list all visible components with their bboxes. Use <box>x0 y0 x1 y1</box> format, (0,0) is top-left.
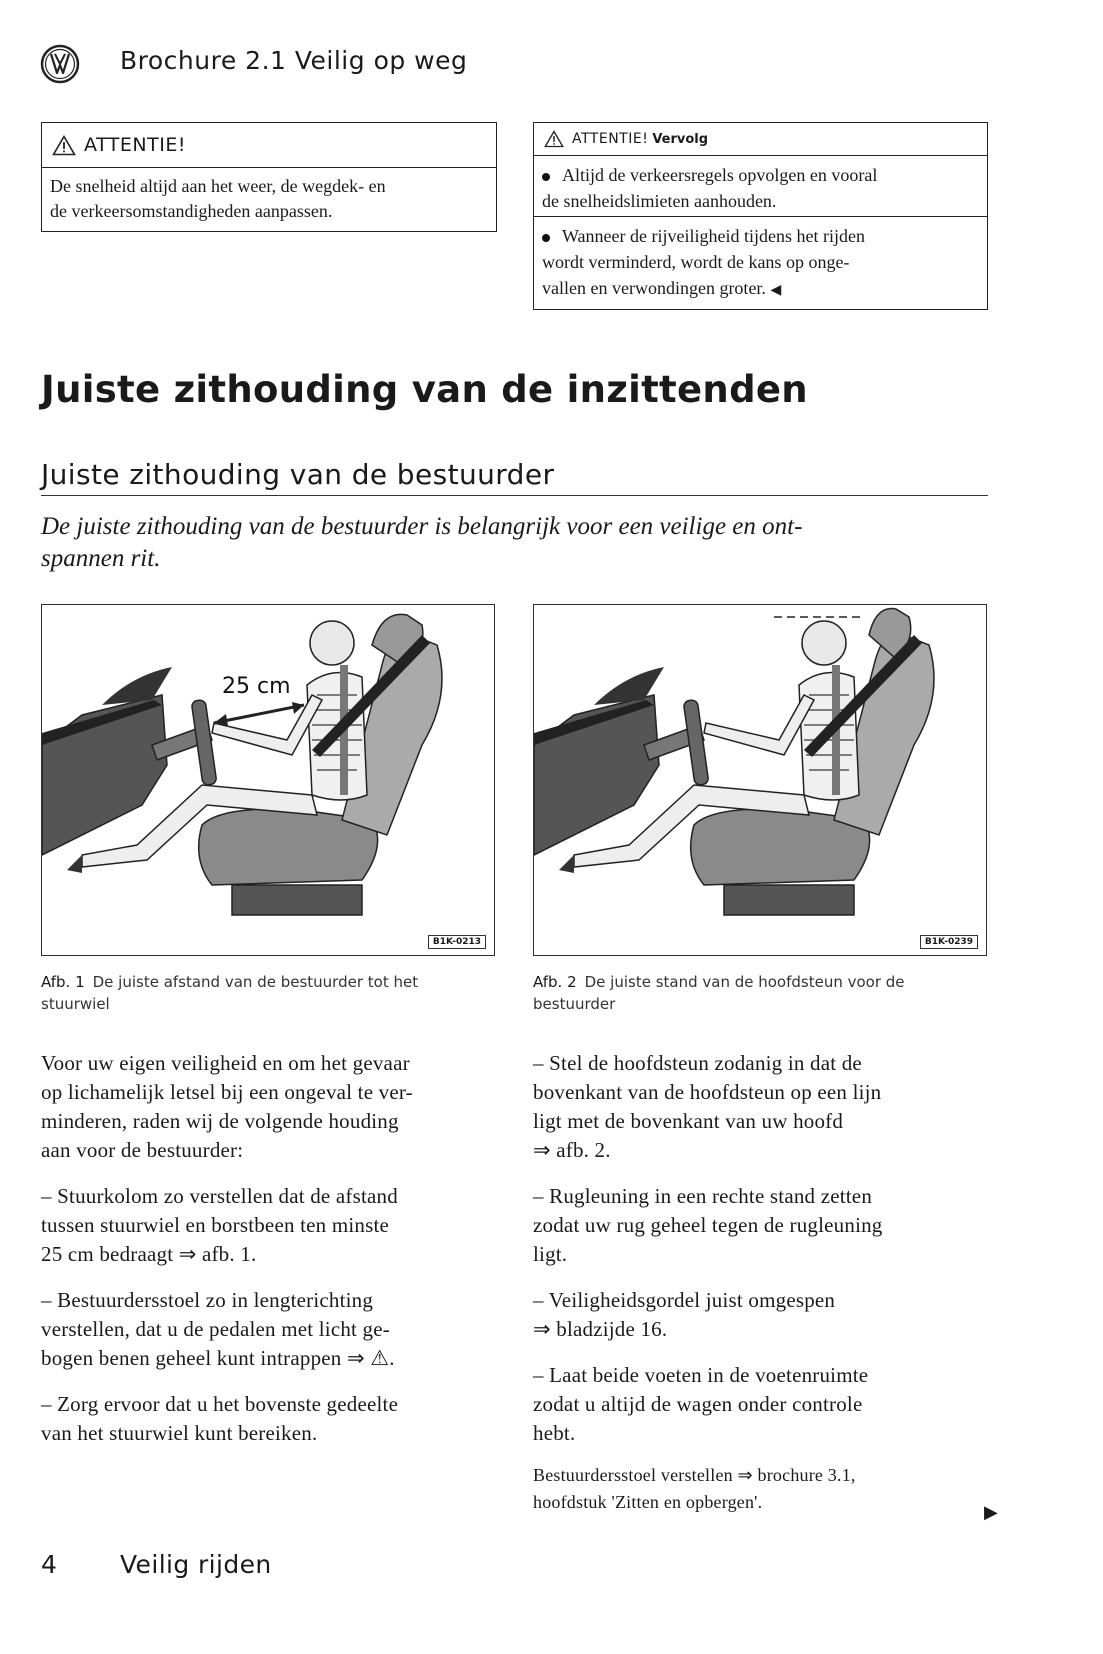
figure-driver-distance <box>41 604 495 956</box>
text-line: aan voor de bestuurder: <box>41 1138 244 1162</box>
instruction-item <box>533 1182 988 1269</box>
bullet-text: Altijd de verkeersregels opvolgen en vooral <box>562 165 878 185</box>
bullet-dot <box>542 173 550 181</box>
page-number: 4 <box>41 1550 57 1579</box>
caption-text: De juiste afstand van de bestuurder tot het stuurwiel <box>41 973 419 1013</box>
warning-text <box>42 168 496 224</box>
continue-marker-icon: ▶ <box>984 1502 998 1522</box>
figure-headrest-position <box>533 604 987 956</box>
instruction-item <box>533 1049 988 1165</box>
left-column <box>41 1049 503 1448</box>
text-line: – Bestuurdersstoel zo in lengterichting <box>41 1288 374 1312</box>
warning-triangle-icon <box>544 130 564 148</box>
instruction-item <box>533 1286 988 1344</box>
text-line: bogen benen geheel kunt intrappen ⇒ ⚠. <box>41 1346 395 1370</box>
caption-text: De juiste stand van de hoofdsteun voor de bestuurder <box>533 973 905 1013</box>
text-line: zodat u altijd de wagen onder controle <box>533 1392 863 1416</box>
instruction-item <box>41 1390 503 1448</box>
warning-line: De snelheid altijd aan het weer, de wegdek- en <box>50 176 386 196</box>
intro-text <box>41 511 941 575</box>
driver-seating-illustration <box>42 605 494 955</box>
bullet-text: Wanneer de rijveiligheid tijdens het rijden <box>562 226 865 246</box>
warning-title: ATTENTIE! <box>84 134 186 156</box>
text-line: van het stuurwiel kunt bereiken. <box>41 1421 318 1445</box>
text-line: hoofdstuk 'Zitten en opbergen'. <box>533 1492 763 1512</box>
subsection-heading: Juiste zithouding van de bestuurder <box>41 458 555 491</box>
text-line: ⇒ afb. 2. <box>533 1138 611 1162</box>
figure-code: B1K-0213 <box>428 935 486 949</box>
figure-code: B1K-0239 <box>920 935 978 949</box>
footer-section-title: Veilig rijden <box>120 1550 272 1579</box>
text-line: tussen stuurwiel en borstbeen ten minste <box>41 1213 390 1237</box>
warning-bullet <box>534 156 987 216</box>
text-line: Voor uw eigen veiligheid en om het gevaar <box>41 1051 410 1075</box>
text-line: op lichamelijk letsel bij een ongeval te ver- <box>41 1080 413 1104</box>
text-line: minderen, raden wij de volgende houding <box>41 1109 399 1133</box>
intro-line: spannen rit. <box>41 545 161 572</box>
text-line: – Veiligheidsgordel juist omgespen <box>533 1288 836 1312</box>
divider <box>41 495 988 496</box>
text-line: verstellen, dat u de pedalen met licht ge- <box>41 1317 390 1341</box>
text-line: bovenkant van de hoofdsteun op een lijn <box>533 1080 882 1104</box>
text-line: hebt. <box>533 1421 576 1445</box>
figure-label: Afb. 1 <box>41 973 85 991</box>
text-line: ligt met de bovenkant van uw hoofd <box>533 1109 844 1133</box>
figure-caption <box>41 971 491 1015</box>
warning-continued-label: Vervolg <box>652 131 709 147</box>
headrest-illustration <box>534 605 986 955</box>
text-line: Bestuurdersstoel verstellen ⇒ brochure 3.1, <box>533 1465 856 1485</box>
instruction-item <box>41 1182 503 1269</box>
bullet-text: wordt verminderd, wordt de kans op onge- <box>542 252 850 272</box>
text-line: 25 cm bedraagt ⇒ afb. 1. <box>41 1242 257 1266</box>
figure-caption <box>533 971 983 1015</box>
distance-label: 25 cm <box>222 674 291 699</box>
text-line: zodat uw rug geheel tegen de rugleuning <box>533 1213 883 1237</box>
text-line: – Stuurkolom zo verstellen dat de afstand <box>41 1184 398 1208</box>
instruction-item <box>41 1286 503 1373</box>
warning-box-continued <box>533 122 988 310</box>
end-marker-icon: ◀ <box>770 283 782 298</box>
brochure-title: Brochure 2.1 Veilig op weg <box>120 46 468 75</box>
warning-triangle-icon <box>52 135 76 156</box>
warning-header <box>42 123 496 168</box>
instruction-item <box>533 1361 988 1448</box>
intro-line: De juiste zithouding van de bestuurder is belangrijk voor een veilige en ont- <box>41 513 803 540</box>
text-line: – Zorg ervoor dat u het bovenste gedeelte <box>41 1392 399 1416</box>
section-heading: Juiste zithouding van de inzittenden <box>41 368 808 411</box>
text-line: – Rugleuning in een rechte stand zetten <box>533 1184 873 1208</box>
warning-header <box>534 123 987 156</box>
warning-box <box>41 122 497 232</box>
reference-note <box>533 1462 988 1516</box>
text-line: ligt. <box>533 1242 568 1266</box>
text-line: ⇒ bladzijde 16. <box>533 1317 668 1341</box>
paragraph <box>41 1049 503 1165</box>
text-line: – Laat beide voeten in de voetenruimte <box>533 1363 869 1387</box>
right-column <box>533 1049 988 1516</box>
bullet-text: de snelheidslimieten aanhouden. <box>542 191 777 211</box>
warning-title: ATTENTIE! <box>572 131 649 147</box>
bullet-text: vallen en verwondingen groter. <box>542 278 766 298</box>
warning-line: de verkeersomstandigheden aanpassen. <box>50 201 333 221</box>
figure-label: Afb. 2 <box>533 973 577 991</box>
warning-bullet <box>534 216 987 306</box>
vw-logo-icon <box>40 44 80 84</box>
text-line: – Stel de hoofdsteun zodanig in dat de <box>533 1051 862 1075</box>
bullet-dot <box>542 234 550 242</box>
